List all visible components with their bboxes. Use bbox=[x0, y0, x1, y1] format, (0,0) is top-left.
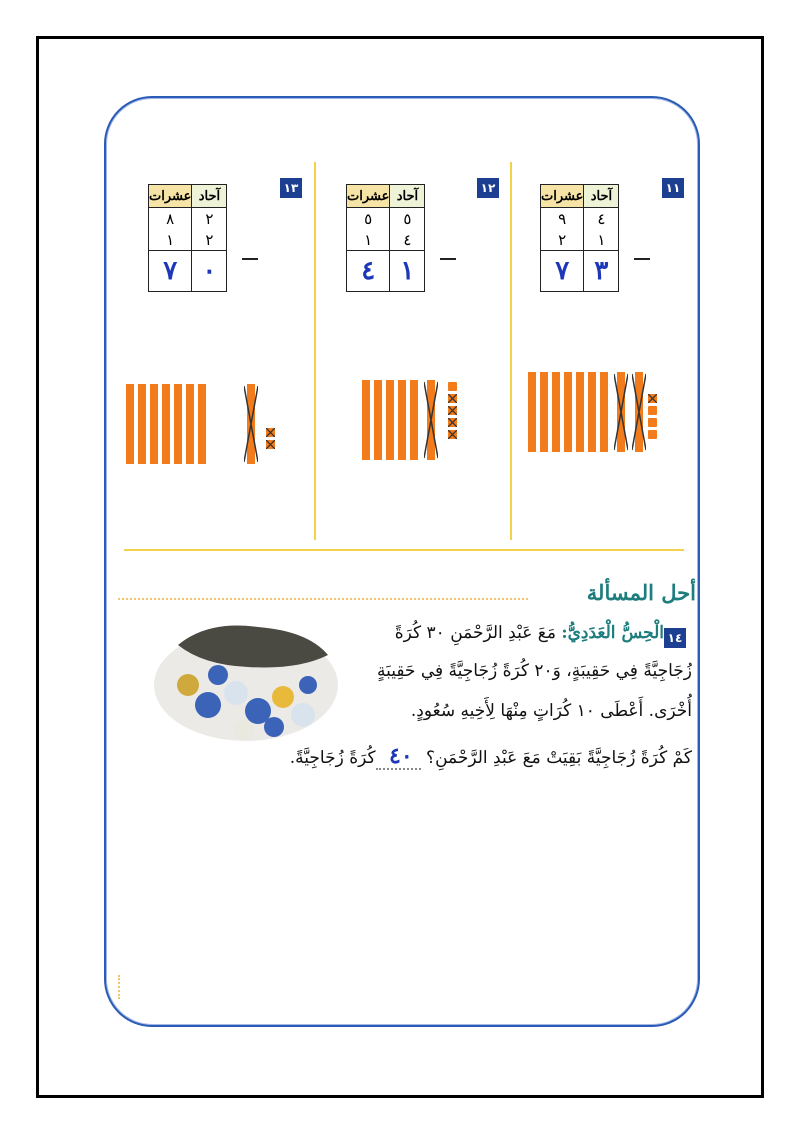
crossed-unit-cube bbox=[266, 440, 275, 449]
answer-digit: ٧ bbox=[149, 251, 192, 292]
exercise-number: ١١ bbox=[662, 178, 684, 198]
answer-digit: ٠ bbox=[192, 251, 227, 292]
unit-cube bbox=[648, 430, 657, 439]
tens-header: عشرات bbox=[347, 185, 390, 208]
minus-sign bbox=[440, 258, 456, 260]
crossed-tens-rod bbox=[244, 384, 258, 464]
tens-rod bbox=[588, 372, 596, 452]
problem-number: ١٤ bbox=[664, 628, 686, 648]
digit: ٢ bbox=[192, 208, 227, 230]
crossed-unit-cube bbox=[448, 430, 457, 439]
tens-rod bbox=[600, 372, 608, 452]
digit: ١ bbox=[584, 229, 619, 251]
digit: ٢ bbox=[541, 229, 584, 251]
tens-rod bbox=[150, 384, 158, 464]
tens-rod bbox=[138, 384, 146, 464]
digit: ٤ bbox=[390, 229, 425, 251]
minus-sign bbox=[634, 258, 650, 260]
base-ten-model bbox=[362, 380, 492, 460]
problem-text: مَعَ عَبْدِ الرَّحْمَنِ ٣٠ كُرَةً bbox=[394, 623, 556, 643]
tens-header: عشرات bbox=[149, 185, 192, 208]
tens-rod bbox=[552, 372, 560, 452]
tens-rod bbox=[528, 372, 536, 452]
column-divider bbox=[314, 162, 316, 540]
ones-header: آحاد bbox=[390, 185, 425, 208]
tens-rod bbox=[576, 372, 584, 452]
place-value-table bbox=[540, 184, 619, 292]
digit: ٥ bbox=[390, 208, 425, 230]
problem-question bbox=[290, 743, 692, 769]
base-ten-model bbox=[126, 384, 286, 464]
digit: ٢ bbox=[192, 229, 227, 251]
tens-rod bbox=[362, 380, 370, 460]
answer-value: ٤٠ bbox=[389, 743, 413, 769]
crossed-tens-rod bbox=[614, 372, 628, 452]
crossed-unit-cube bbox=[266, 428, 275, 437]
crossed-tens-rod bbox=[424, 380, 438, 460]
digit: ٥ bbox=[347, 208, 390, 230]
tens-rod bbox=[410, 380, 418, 460]
tens-rod bbox=[398, 380, 406, 460]
problem-line-1 bbox=[395, 623, 664, 643]
crossed-unit-cube bbox=[448, 394, 457, 403]
tens-rod bbox=[564, 372, 572, 452]
unit-cube bbox=[648, 406, 657, 415]
tens-rod bbox=[186, 384, 194, 464]
place-value-table bbox=[148, 184, 227, 292]
crossed-unit-cube bbox=[448, 418, 457, 427]
place-value-table bbox=[346, 184, 425, 292]
base-ten-model bbox=[528, 372, 698, 452]
answer-digit: ٤ bbox=[347, 251, 390, 292]
tens-rod bbox=[126, 384, 134, 464]
marbles-image bbox=[148, 615, 344, 745]
tens-rod bbox=[174, 384, 182, 464]
digit: ٤ bbox=[584, 208, 619, 230]
tens-rod bbox=[198, 384, 206, 464]
answer-digit: ٣ bbox=[584, 251, 619, 292]
answer-blank bbox=[376, 743, 421, 770]
digit: ١ bbox=[347, 229, 390, 251]
problem-lead: الْحِسُّ الْعَدَدِيُّ: bbox=[561, 623, 664, 643]
tens-rod bbox=[374, 380, 382, 460]
unit-cube bbox=[448, 382, 457, 391]
ones-header: آحاد bbox=[192, 185, 227, 208]
exercise-number: ١٣ bbox=[280, 178, 302, 198]
crossed-unit-cube bbox=[448, 406, 457, 415]
answer-unit: كُرَةً زُجَاجِيَّةً. bbox=[289, 748, 376, 768]
crossed-unit-cube bbox=[648, 394, 657, 403]
section-divider bbox=[124, 549, 684, 551]
exercise-number: ١٢ bbox=[477, 178, 499, 198]
question-text: كَمْ كُرَةً زُجَاجِيَّةً بَقِيَتْ مَعَ عَبْدِ الرَّحْمَنِ؟ bbox=[426, 748, 692, 768]
problem-line-3: أُخْرَى. أَعْطَى ١٠ كُرَاتٍ مِنْهَا لِأَخِيهِ سُعُودٍ. bbox=[410, 701, 692, 721]
answer-digit: ١ bbox=[390, 251, 425, 292]
tens-rod bbox=[386, 380, 394, 460]
dotted-rule bbox=[118, 598, 528, 600]
dotted-mark bbox=[118, 975, 123, 999]
answer-digit: ٧ bbox=[541, 251, 584, 292]
problem-line-2: زُجَاجِيَّةً فِي حَقِيبَةٍ، وَ٢٠ كُرَةً زُجَاجِيَّةً فِي حَقِيبَةٍ bbox=[376, 661, 692, 681]
minus-sign bbox=[242, 258, 258, 260]
tens-rod bbox=[162, 384, 170, 464]
digit: ٩ bbox=[541, 208, 584, 230]
unit-cube bbox=[648, 418, 657, 427]
tens-header: عشرات bbox=[541, 185, 584, 208]
crossed-tens-rod bbox=[632, 372, 646, 452]
column-divider bbox=[510, 162, 512, 540]
tens-rod bbox=[540, 372, 548, 452]
section-title: أحل المسألة bbox=[586, 580, 696, 605]
ones-header: آحاد bbox=[584, 185, 619, 208]
digit: ٨ bbox=[149, 208, 192, 230]
digit: ١ bbox=[149, 229, 192, 251]
